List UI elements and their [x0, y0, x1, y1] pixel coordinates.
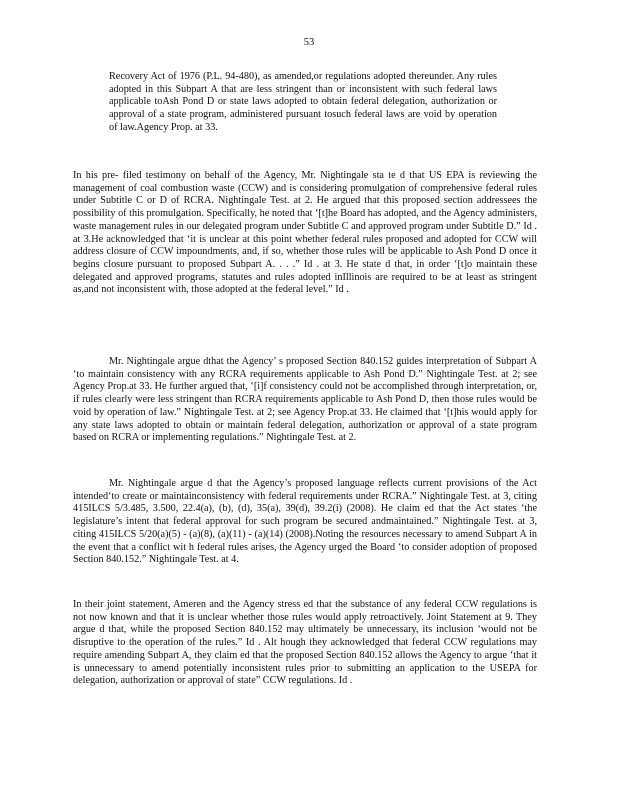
paragraph-act-provisions: Mr. Nightingale argue d that the Agency’s proposed language reflects current provisions of the Act intended‘to create or maintainconsistency with federal requirements under RCRA.” Nightingale Test. at 3, citing 415ILCS 5/3.485, 3.500, 22.4(a), (b), (d), 35(a), 39(d), 39.2(i) (2008). He claim ed that the Act states ‘the legislature’s intent that federal approval for such program be secured andmaintained.” Nightingale Test. at 3, citing 415ILCS 5/20(a)(5) - (a)(8), (a)(11) - (a)(14) (2008).Noting the resources necessary to amend Subpart A in the event that a conflict wit h federal rules arises, the Agency urged the Board ‘to consider adoption of proposed Section 840.152.” Nightingale Test. at 4.	[73, 478, 537, 566]
paragraph-testimony: In his pre- filed testimony on behalf of the Agency, Mr. Nightingale sta te d that US EPA is reviewing the management of coal combustion waste (CCW) and is considering promulgation of comprehensive federal rules under Subtitle C or D of RCRA. Nightingale Test. at 2. He argued that this proposed section addressees the possibility of this promulgation. Specifically, he noted that ‘[t]he Board has adopted, and the Agency administers, waste management rules in our delegated program under Subtitle C and approved program under Subtitle D.” Id . at 3.He acknowledged that ‘it is unclear at this point whether federal rules proposed and adopted for CCW will address closure of CCW impoundments, and, if so, whether those rules will be applicable to Ash Pond D once it begins closure pursuant to proposed Subpart A. . . .” Id . at 3. He state d that, in order ‘[t]o maintain these delegated and approved programs, statutes and rules adopted inIllinois are required to be at least as stringent as,and not inconsistent with, those adopted at the federal level.” Id .	[73, 170, 537, 296]
paragraph-section-840-152: Mr. Nightingale argue dthat the Agency’ s proposed Section 840.152 guides interpretation of Subpart A ‘to maintain consistency with any RCRA requirements applicable to Ash Pond D.” Nightingale Test. at 2; see Agency Prop.at 33. He further argued that, ‘[i]f consistency could not be accomplished through interpretation, or, if rules clearly were less stringent than RCRA requirements applicable to Ash Pond D, then those rules would be void by operation of law.” Nightingale Test. at 2; see Agency Prop.at 33. He claimed that ‘[t]his would apply for any state laws adopted to obtain or maintain federal delegation, authorization or approval of a state program based on RCRA or implementing regulations.” Nightingale Test. at 2.	[73, 356, 537, 444]
paragraph-joint-statement: In their joint statement, Ameren and the Agency stress ed that the substance of any federal CCW regulations is not now known and that it is unclear whether those rules would apply retroactively. Joint Statement at 9. They argue d that, while the proposed Section 840.152 may ultimately be unnecessary, its inclusion ‘would not be disruptive to the operation of the rules.” Id . Alt hough they acknowledged that federal CCW regulations may require amending Subpart A, they claim ed that the proposed Section 840.152 allows the Agency to argue ‘that it is unnecessary to amend potentially inconsistent rules prior to submitting an application to the USEPA for delegation, authorization or approval of state” CCW regulations. Id .	[73, 599, 537, 687]
block-quote: Recovery Act of 1976 (P.L. 94-480), as amended,or regulations adopted thereunder. Any rules adopted in this Subpart A that are less stringent than or inconsistent with such federal laws applicable toAsh Pond D or state laws adopted to obtain federal delegation, authorization or approval of a state program, administered pursuant tosuch federal laws are void by operation of law.Agency Prop. at 33.	[109, 71, 497, 133]
page-number: 53	[303, 37, 315, 48]
